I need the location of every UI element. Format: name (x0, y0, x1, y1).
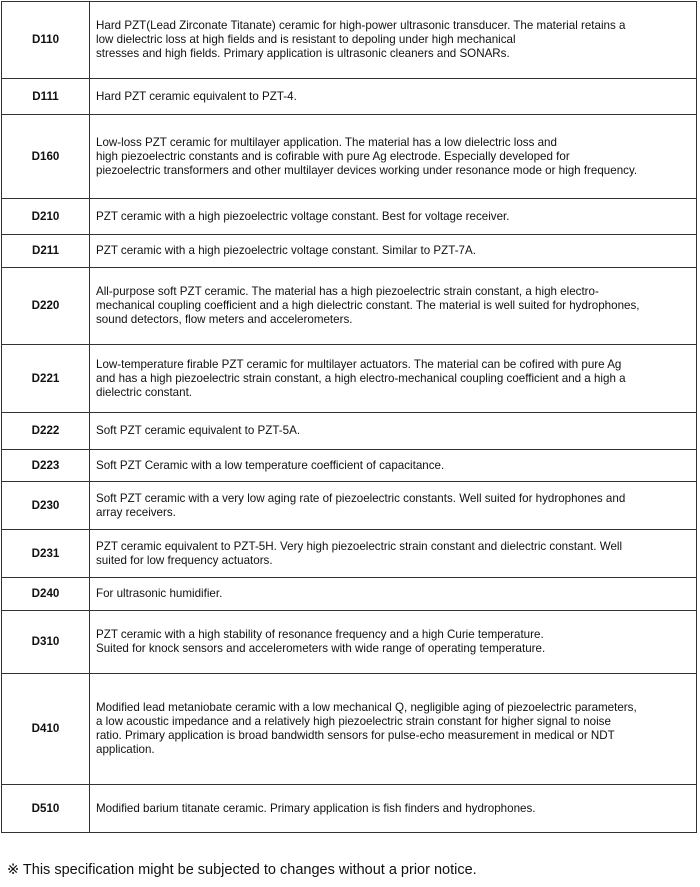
description-line: Soft PZT Ceramic with a low temperature coefficient of capacitance. (96, 458, 445, 472)
description-line: high piezoelectric constants and is cofirable with pure Ag electrode. Especially developed for (96, 149, 570, 163)
table-row (2, 578, 697, 611)
table-row (2, 79, 697, 115)
material-code: D211 (2, 235, 90, 268)
description-line: Low-temperature firable PZT ceramic for multilayer actuators. The material can be cofired with pure Ag (96, 357, 622, 371)
material-description (90, 2, 697, 79)
description-line: PZT ceramic with a high piezoelectric voltage constant. Similar to PZT-7A. (96, 244, 476, 257)
table-row (2, 235, 697, 268)
table-row (2, 115, 697, 199)
description-line: mechanical coupling coefficient and a high dielectric constant. The material is well suited for hydrophones, (96, 299, 640, 312)
material-code: D222 (2, 413, 90, 450)
table-row (2, 674, 697, 785)
material-description (90, 450, 697, 482)
material-description (90, 530, 697, 578)
table-row (2, 2, 697, 79)
material-code: D220 (2, 268, 90, 345)
description-line: Modified lead metaniobate ceramic with a low mechanical Q, negligible aging of piezoelectric parameters, (96, 701, 637, 714)
material-code: D223 (2, 450, 90, 482)
material-code: D231 (2, 530, 90, 578)
material-code: D210 (2, 199, 90, 235)
description-line: PZT ceramic equivalent to PZT-5H. Very high piezoelectric strain constant and dielectric constant. Well (96, 539, 623, 553)
material-description (90, 345, 697, 413)
material-code: D310 (2, 611, 90, 674)
material-code: D160 (2, 115, 90, 199)
description-line: array receivers. (96, 505, 176, 519)
description-line: Low-loss PZT ceramic for multilayer application. The material has a low dielectric loss and (96, 135, 557, 149)
description-line: Modified barium titanate ceramic. Primary application is fish finders and hydrophones. (96, 801, 536, 815)
description-line: stresses and high fields. Primary application is ultrasonic cleaners and SONARs. (96, 47, 510, 60)
description-line: ratio. Primary application is broad bandwidth sensors for pulse-echo measurement in medical or NDT (96, 729, 615, 742)
material-spec-table (1, 1, 697, 833)
table-row (2, 413, 697, 450)
table-row (2, 199, 697, 235)
description-line: Suited for knock sensors and accelerometers with wide range of operating temperature. (96, 642, 546, 655)
description-line: dielectric constant. (96, 385, 193, 399)
description-line: Hard PZT(Lead Zirconate Titanate) ceramic for high-power ultrasonic transducer. The material retains a (96, 19, 626, 32)
description-line: suited for low frequency actuators. (96, 553, 273, 567)
material-code: D410 (2, 674, 90, 785)
description-line: For ultrasonic humidifier. (96, 587, 223, 600)
description-line: a low acoustic impedance and a relatively high piezoelectric strain constant for higher signal to noise (96, 715, 611, 728)
material-code: D111 (2, 79, 90, 115)
description-line: Soft PZT ceramic with a very low aging rate of piezoelectric constants. Well suited for hydrophones and (96, 491, 626, 505)
table-row (2, 450, 697, 482)
spec-table-body (2, 2, 697, 833)
material-code: D510 (2, 785, 90, 833)
material-description (90, 578, 697, 611)
description-line: sound detectors, flow meters and accelerometers. (96, 313, 353, 326)
material-description (90, 674, 697, 785)
table-row (2, 611, 697, 674)
material-description (90, 611, 697, 674)
description-line: PZT ceramic with a high piezoelectric voltage constant. Best for voltage receiver. (96, 209, 510, 223)
description-line: and has a high piezoelectric strain constant, a high electro-mechanical coupling coefficient and a high a (96, 371, 626, 385)
material-description (90, 413, 697, 450)
material-description (90, 268, 697, 345)
material-description (90, 482, 697, 530)
description-line: application. (96, 743, 155, 756)
material-description (90, 235, 697, 268)
material-code: D240 (2, 578, 90, 611)
footnote: ※ This specification might be subjected to changes without a prior notice. (7, 862, 477, 878)
material-code: D110 (2, 2, 90, 79)
material-description (90, 79, 697, 115)
description-line: Soft PZT ceramic equivalent to PZT-5A. (96, 424, 301, 437)
table-row (2, 345, 697, 413)
material-code: D230 (2, 482, 90, 530)
table-row (2, 482, 697, 530)
material-description (90, 785, 697, 833)
material-code: D221 (2, 345, 90, 413)
table-row (2, 785, 697, 833)
material-description (90, 199, 697, 235)
description-line: piezoelectric transformers and other multilayer devices working under resonance mode or high frequency. (96, 163, 638, 177)
material-description (90, 115, 697, 199)
description-line: PZT ceramic with a high stability of resonance frequency and a high Curie temperature. (96, 628, 544, 641)
description-line: Hard PZT ceramic equivalent to PZT-4. (96, 89, 297, 103)
description-line: All-purpose soft PZT ceramic. The material has a high piezoelectric strain constant, a high electro- (96, 285, 599, 298)
table-row (2, 530, 697, 578)
table-row (2, 268, 697, 345)
description-line: low dielectric loss at high fields and is resistant to depoling under high mechanical (96, 33, 516, 46)
